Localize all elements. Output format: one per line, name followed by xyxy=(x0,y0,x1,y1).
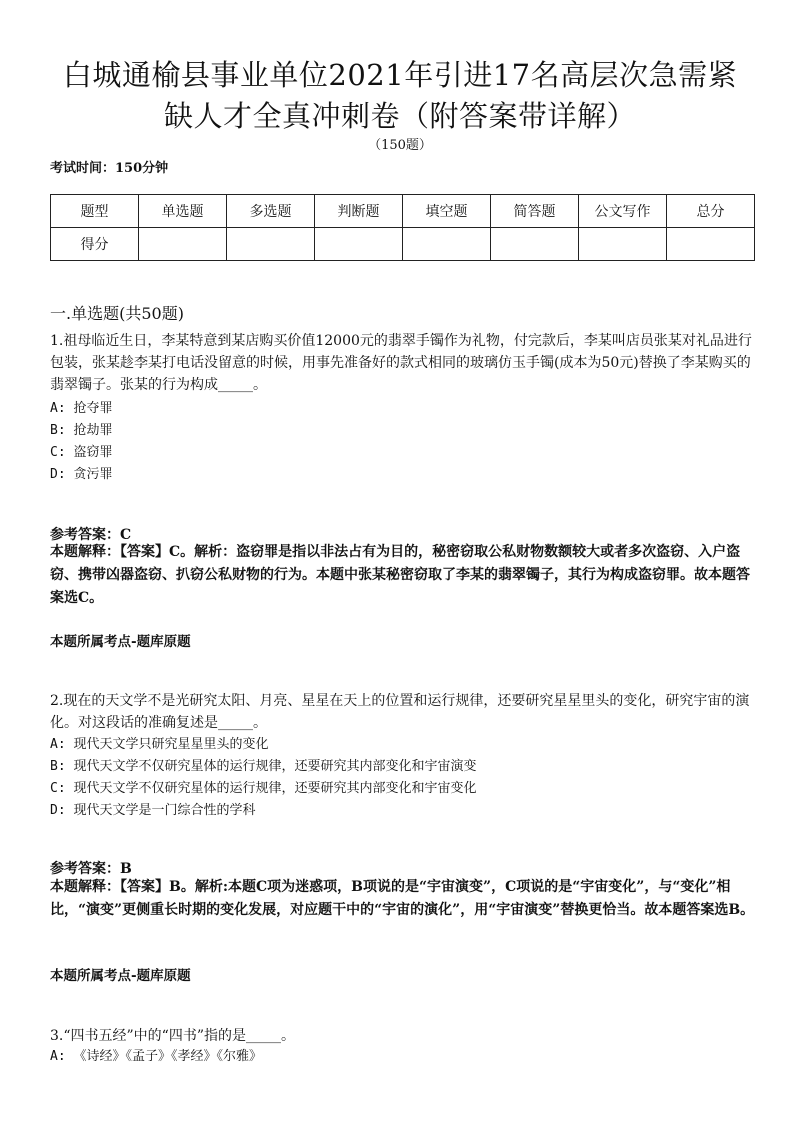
answer-explanation: 本题解释：【答案】B。解析:本题C项为迷惑项，B项说的是“宇宙演变”，C项说的是“宇宙变化”，与“变化”相比，“演变”更侧重长时期的变化发展，对应题干中的“宇宙的演化”，用“宇宙演变”替换更恰当。故本题答案选B。 xyxy=(50,879,755,918)
option-text: 盗窃罪 xyxy=(73,445,113,460)
option-text: 现代天文学是一门综合性的学科 xyxy=(73,803,256,818)
score-table-header: 总分 xyxy=(667,195,755,228)
score-table-header: 单选题 xyxy=(139,195,227,228)
option-key: A: xyxy=(50,1049,66,1064)
option-text: 现代天文学只研究星星里头的变化 xyxy=(73,737,269,752)
option-text: 抢劫罪 xyxy=(73,423,113,438)
question-stem: 2.现在的天文学不是光研究太阳、月亮、星星在天上的位置和运行规律，还要研究星星里头的变化，研究宇宙的演化。对这段话的准确复述是_____。 xyxy=(50,693,750,731)
question-option xyxy=(50,420,113,442)
score-cell xyxy=(139,228,227,261)
option-key: D: xyxy=(50,467,66,482)
score-table-header: 公文写作 xyxy=(579,195,667,228)
question-option xyxy=(50,800,256,822)
score-cell xyxy=(491,228,579,261)
knowledge-point: 本题所属考点-题库原题 xyxy=(50,968,191,984)
option-key: A: xyxy=(50,737,66,752)
question-option xyxy=(50,442,113,464)
option-key: C: xyxy=(50,781,66,796)
score-cell xyxy=(403,228,491,261)
score-cell xyxy=(227,228,315,261)
score-table-row xyxy=(51,228,755,261)
answer-explanation: 本题解释：【答案】C。解析：盗窃罪是指以非法占有为目的，秘密窃取公私财物数额较大或者多次盗窃、入户盗窃、携带凶器盗窃、扒窃公私财物的行为。本题中张某秘密窃取了李某的翡翠镯子，其行为构成盗窃罪。故本题答案选C。 xyxy=(50,544,750,606)
option-text: 现代天文学不仅研究星体的运行规律，还要研究其内部变化和宇宙变化 xyxy=(73,781,477,796)
exam-time: 考试时间：150分钟 xyxy=(50,161,169,176)
question-option xyxy=(50,734,269,756)
answer-label: 参考答案：B xyxy=(50,861,132,877)
option-text: 现代天文学不仅研究星体的运行规律，还要研究其内部变化和宇宙演变 xyxy=(73,759,477,774)
question-stem: 3.“四书五经”中的“四书”指的是_____。 xyxy=(50,1028,295,1044)
document-title-line-1: 白城通榆县事业单位2021年引进17名高层次急需紧 xyxy=(62,58,738,92)
option-key: B: xyxy=(50,423,66,438)
knowledge-point: 本题所属考点-题库原题 xyxy=(50,634,191,650)
section-title: 一.单选题(共50题) xyxy=(50,304,184,323)
question-stem: 1.祖母临近生日，李某特意到某店购买价值12000元的翡翠手镯作为礼物，付完款后，李某叫店员张某对礼品进行包装，张某趁李某打电话没留意的时候，用事先准备好的款式相同的玻璃仿玉手镯(成本为50元)替换了李某购买的翡翠镯子。张某的行为构成_____。 xyxy=(50,333,752,393)
score-cell xyxy=(667,228,755,261)
question-option xyxy=(50,464,113,486)
document-title-line-2: 缺人才全真冲刺卷（附答案带详解） xyxy=(163,99,636,133)
option-text: 《诗经》《孟子》《孝经》《尔雅》 xyxy=(73,1049,262,1064)
question-option xyxy=(50,756,477,778)
question-option xyxy=(50,398,113,420)
score-table-header-row xyxy=(51,195,755,228)
question-option xyxy=(50,778,477,800)
option-key: C: xyxy=(50,445,66,460)
option-text: 贪污罪 xyxy=(73,467,113,482)
question-option xyxy=(50,1046,262,1068)
score-cell xyxy=(315,228,403,261)
option-key: B: xyxy=(50,759,66,774)
option-key: D: xyxy=(50,803,66,818)
option-text: 抢夺罪 xyxy=(73,401,113,416)
score-table-header: 简答题 xyxy=(491,195,579,228)
score-row-label: 得分 xyxy=(51,228,139,261)
score-table-header: 判断题 xyxy=(315,195,403,228)
score-table-header: 多选题 xyxy=(227,195,315,228)
score-table xyxy=(50,194,755,261)
question-count: （150题） xyxy=(368,138,432,153)
score-table-header: 填空题 xyxy=(403,195,491,228)
score-table-header: 题型 xyxy=(51,195,139,228)
option-key: A: xyxy=(50,401,66,416)
score-cell xyxy=(579,228,667,261)
answer-label: 参考答案：C xyxy=(50,527,132,543)
